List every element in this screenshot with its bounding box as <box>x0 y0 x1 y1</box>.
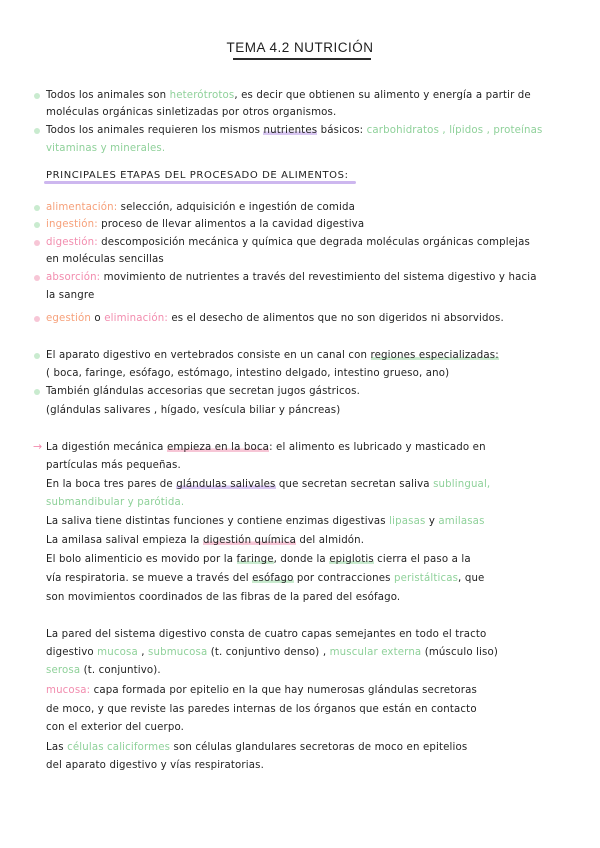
arrow-icon: → <box>33 440 43 453</box>
stage-digestion: digestión: descomposición mecánica y química que degrada moléculas orgánicas complejas <box>46 237 530 248</box>
bullet-dot <box>34 93 40 99</box>
mouth-line-3: En la boca tres pares de glándulas salivales que secretan secretan saliva sublingual, <box>46 479 491 490</box>
mouth-line-9: son movimientos coordinados de las fibras de la pared del esófago. <box>46 592 401 603</box>
intro-line-1: Todos los animales son heterótrotos, es decir que obtienen su alimento y energía a partir de <box>46 90 531 101</box>
mouth-line-4: submandibular y parótida. <box>46 497 185 508</box>
stage-absorcion-cont: la sangre <box>46 290 95 301</box>
term-nutrientes: nutrientes <box>263 125 318 136</box>
digestive-line-1: El aparato digestivo en vertebrados consiste en un canal con regiones especializadas: <box>46 350 499 361</box>
bullet-dot <box>34 353 40 359</box>
bullet-dot <box>34 205 40 211</box>
intro-line-2: moléculas orgánicas sinletizadas por otros organismos. <box>46 107 337 118</box>
term-macronutrients: carbohidratos , lípidos , proteínas <box>366 125 543 136</box>
heading-underline <box>44 181 356 184</box>
wall-line-3: serosa (t. conjuntivo). <box>46 665 161 676</box>
stage-absorcion: absorción: movimiento de nutrientes a través del revestimiento del sistema digestivo y hacia <box>46 272 537 283</box>
mouth-line-8: vía respiratoria. se mueve a través del esófago por contracciones peristálticas, que <box>46 573 485 584</box>
bullet-dot <box>34 316 40 322</box>
stage-digestion-cont: en moléculas sencillas <box>46 254 164 265</box>
bullet-dot <box>34 389 40 395</box>
wall-line-8: del aparato digestivo y vías respiratorias. <box>46 760 264 771</box>
digestive-line-4: (glándulas salivares , hígado, vesícula biliar y páncreas) <box>46 405 341 416</box>
stage-alimentacion: alimentación: selección, adquisición e ingestión de comida <box>46 202 355 213</box>
bullet-dot <box>34 275 40 281</box>
intro-line-4: vitaminas y minerales. <box>46 143 166 154</box>
mouth-line-2: partículas más pequeñas. <box>46 460 181 471</box>
wall-line-6: con el exterior del cuerpo. <box>46 722 185 733</box>
term-heterotrofos: heterótrotos <box>169 90 235 101</box>
wall-line-2: digestivo mucosa , submucosa (t. conjuntivo denso) , muscular externa (músculo liso) <box>46 647 499 658</box>
wall-line-4: mucosa: capa formada por epitelio en la que hay numerosas glándulas secretoras <box>46 685 477 696</box>
digestive-line-2: ( boca, faringe, esófago, estómago, intestino delgado, intestino grueso, ano) <box>46 368 450 379</box>
mouth-line-5: La saliva tiene distintas funciones y contiene enzimas digestivas lipasas y amilasas <box>46 516 485 527</box>
term-regiones: regiones especializadas: <box>370 350 499 361</box>
bullet-dot <box>34 128 40 134</box>
wall-line-7: Las células caliciformes son células glandulares secretoras de moco en epitelios <box>46 742 468 753</box>
digestive-line-3: También glándulas accesorias que secretan jugos gástricos. <box>46 386 360 397</box>
bullet-dot <box>34 222 40 228</box>
mouth-line-6: La amilasa salival empieza la digestión química del almidón. <box>46 535 365 546</box>
stage-ingestion: ingestión: proceso de llevar alimentos a la cavidad digestiva <box>46 219 365 230</box>
intro-line-3: Todos los animales requieren los mismos nutrientes básicos: carbohidratos , lípidos , proteínas <box>46 125 543 136</box>
bullet-dot <box>34 240 40 246</box>
mouth-line-7: El bolo alimenticio es movido por la faringe, donde la epiglotis cierra el paso a la <box>46 554 471 565</box>
wall-line-5: de moco, y que reviste las paredes internas de los órganos que están en contacto <box>46 704 477 715</box>
section-heading: PRINCIPALES ETAPAS DEL PROCESADO DE ALIMENTOS: <box>46 170 349 181</box>
page-title: TEMA 4.2 NUTRICIÓN <box>226 40 374 55</box>
stage-egestion: egestión o eliminación: es el desecho de alimentos que no son digeridos ni absorvidos. <box>46 313 504 324</box>
wall-line-1: La pared del sistema digestivo consta de cuatro capas semejantes en todo el tracto <box>46 629 487 640</box>
title-underline <box>233 58 371 60</box>
mouth-line-1: La digestión mecánica empieza en la boca: el alimento es lubricado y masticado en <box>46 442 486 453</box>
